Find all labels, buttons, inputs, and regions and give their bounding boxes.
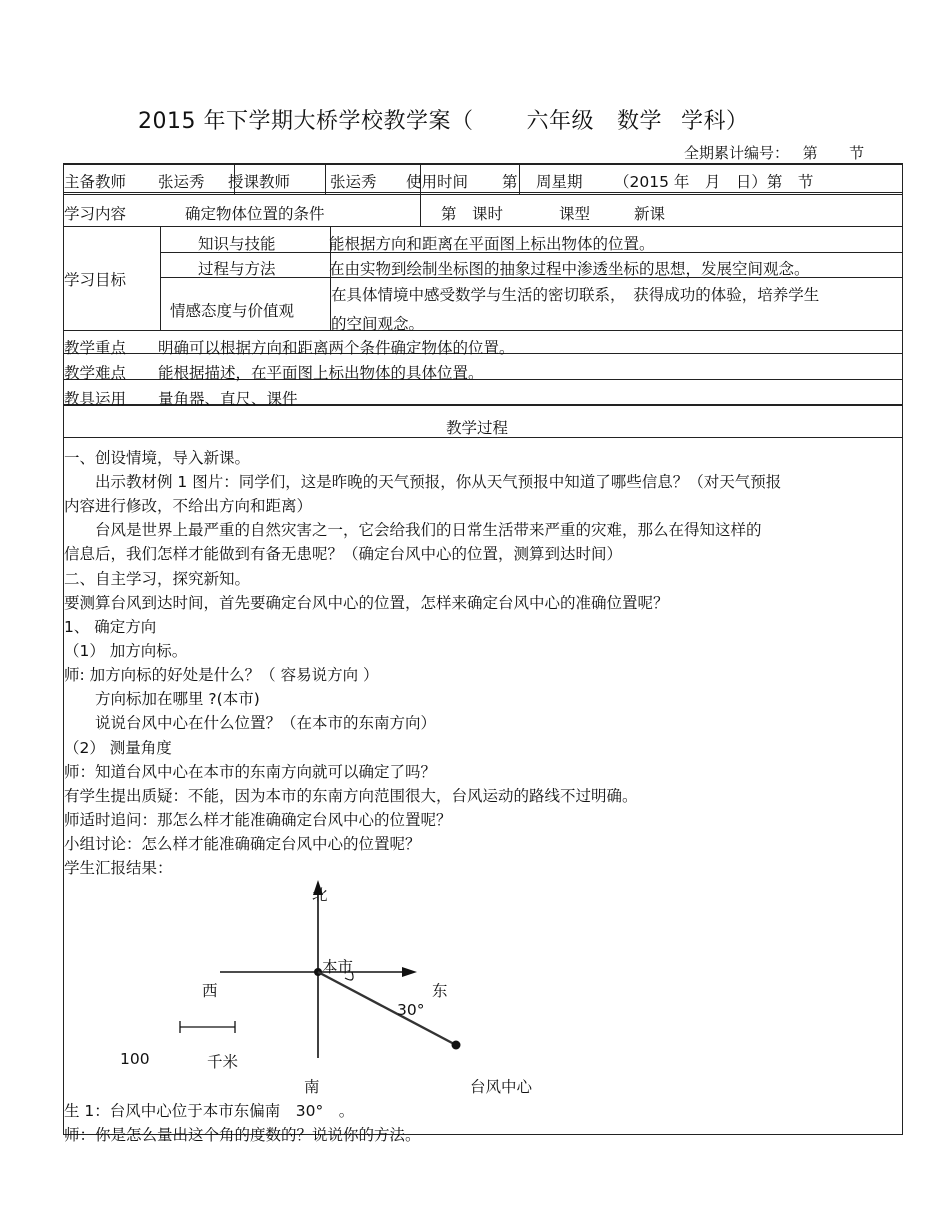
- goal-name: 过程与方法: [198, 260, 276, 278]
- body-line: 1、 确定方向: [64, 618, 157, 636]
- title-subject: 数学: [617, 109, 663, 134]
- body-line: 学生汇报结果：: [64, 859, 173, 877]
- typhoon-point: [452, 1041, 461, 1050]
- goal-name: 情感态度与价值观: [170, 302, 295, 320]
- east-label: 东: [432, 982, 448, 1000]
- difficulty-value: 能根据描述，在平面图上标出物体的具体位置。: [158, 364, 484, 382]
- lesson-type-label: 课型: [559, 205, 591, 223]
- body-line: 小组讨论：怎么样才能准确确定台风中心的位置呢？: [64, 835, 421, 853]
- west-label: 西: [202, 982, 218, 1000]
- scale-value: 100: [120, 1050, 150, 1068]
- body-line: 二、自主学习，探究新知。: [64, 570, 251, 588]
- lead-teacher-label: 主备教师: [64, 173, 127, 191]
- north-label: 北: [312, 886, 328, 904]
- body-line: 要测算台风到达时间，首先要确定台风中心的位置，怎样来确定台风中心的准确位置呢？: [64, 594, 669, 612]
- class-teacher-value: 张运秀: [330, 173, 377, 191]
- body-line: 内容进行修改，不给出方向和距离）: [64, 497, 313, 515]
- key-point-label: 教学重点: [64, 339, 127, 357]
- key-point-value: 明确可以根据方向和距离两个条件确定物体的位置。: [158, 339, 515, 357]
- typhoon-label: 台风中心: [470, 1078, 533, 1096]
- goal-text: 在具体情境中感受数学与生活的密切联系， 获得成功的体验，培养学生: [331, 286, 820, 304]
- goal-text-cont: 的空间观念。: [331, 315, 425, 333]
- use-time-date: （2015 年 月 日）第 节: [614, 173, 814, 191]
- process-heading: 教学过程: [446, 419, 509, 437]
- body-line: 生 1：台风中心位于本市东偏南 30° 。: [64, 1102, 355, 1120]
- content-label: 学习内容: [64, 205, 127, 223]
- body-line: 有学生提出质疑：不能，因为本市的东南方向范围很大，台风运动的路线不过明确。: [64, 787, 638, 805]
- goal-text: 在由实物到绘制坐标图的抽象过程中渗透坐标的思想，发展空间观念。: [329, 260, 810, 278]
- body-line: 师：你是怎么量出这个角的度数的？说说你的方法。: [64, 1126, 421, 1144]
- goal-name: 知识与技能: [198, 235, 276, 253]
- body-line: 台风是世界上最严重的自然灾害之一，它会给我们的日常生活带来严重的灾难，那么在得知这样的: [64, 521, 762, 539]
- body-line: 一、创设情境，导入新课。: [64, 449, 251, 467]
- east-arrow: [402, 967, 417, 977]
- body-line: 方向标加在哪里 ?(本市): [64, 690, 260, 708]
- lesson-type-value: 新课: [634, 205, 666, 223]
- body-line: （2） 测量角度: [64, 739, 172, 757]
- tools-value: 量角器、直尺、课件: [158, 390, 298, 408]
- body-line: 师：知道台风中心在本市的东南方向就可以确定了吗？: [64, 763, 437, 781]
- south-label: 南: [304, 1078, 320, 1096]
- content-value: 确定物体位置的条件: [185, 205, 325, 223]
- class-teacher-label: 授课教师: [228, 173, 291, 191]
- body-line: 信息后，我们怎样才能做到有备无患呢？（确定台风中心的位置，测算到达时间）: [64, 545, 623, 563]
- title-grade: 六年级: [526, 109, 594, 134]
- angle-label: 30°: [397, 1001, 425, 1019]
- body-line: 出示教材例 1 图片：同学们，这是昨晚的天气预报，你从天气预报中知道了哪些信息？（对天气预报: [64, 473, 782, 491]
- body-line: 说说台风中心在什么位置？（在本市的东南方向）: [64, 714, 437, 732]
- goal-text: 能根据方向和距离在平面图上标出物体的位置。: [329, 235, 655, 253]
- period-value: 第 课时: [441, 205, 504, 223]
- serial-number: 全期累计编号： 第 节: [684, 144, 865, 162]
- body-line: 师适时追问：那怎么样才能准确确定台风中心的位置呢？: [64, 811, 452, 829]
- use-time-di: 第: [502, 173, 518, 191]
- use-time-label: 使用时间: [406, 173, 469, 191]
- scale-unit: 千米: [207, 1053, 239, 1071]
- body-line: 师: 加方向标的好处是什么？（ 容易说方向 ）: [64, 666, 379, 684]
- page-title: 2015 年下学期大桥学校教学案（ 六年级 数学 学科）: [138, 109, 749, 134]
- lead-teacher-value: 张运秀: [158, 173, 205, 191]
- city-label: 本市: [322, 958, 354, 976]
- goals-label: 学习目标: [64, 271, 127, 289]
- body-line: （1） 加方向标。: [64, 642, 188, 660]
- tools-label: 教具运用: [64, 390, 127, 408]
- difficulty-label: 教学难点: [64, 364, 127, 382]
- use-time-week: 周星期: [536, 173, 583, 191]
